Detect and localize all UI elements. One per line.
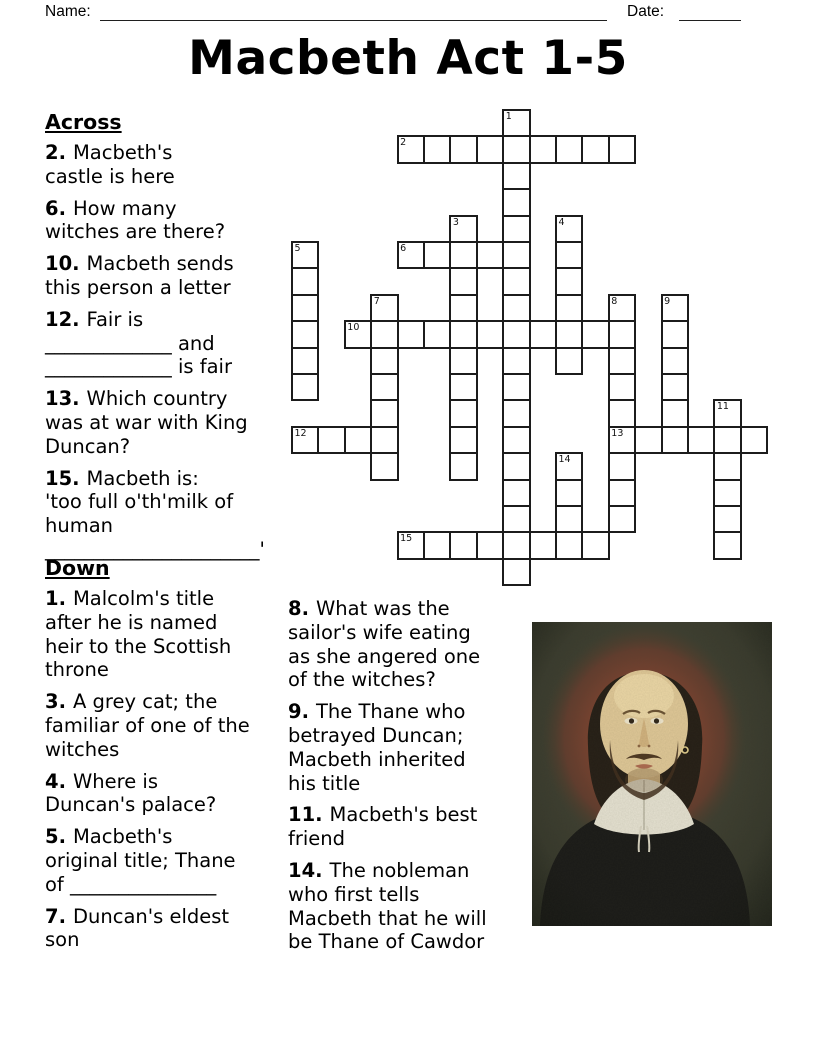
clue-down-5 xyxy=(45,825,295,896)
grid-cell[interactable] xyxy=(423,320,451,348)
cell-number: 3 xyxy=(452,216,459,228)
clue-line: 'too full o'th'milk of xyxy=(45,490,234,514)
clue-down-3 xyxy=(45,690,295,761)
grid-cell[interactable] xyxy=(502,479,530,507)
grid-cell[interactable] xyxy=(555,215,583,243)
grid-cell[interactable] xyxy=(608,399,636,427)
shakespeare-portrait-image xyxy=(532,622,772,926)
clue-line: who first tells xyxy=(288,882,420,906)
grid-cell[interactable] xyxy=(397,241,425,269)
grid-cell[interactable] xyxy=(608,135,636,163)
clue-across-10 xyxy=(45,252,291,300)
clue-down-14 xyxy=(288,859,532,954)
grid-cell[interactable] xyxy=(502,399,530,427)
grid-cell[interactable] xyxy=(529,135,557,163)
grid-cell[interactable] xyxy=(291,294,319,322)
grid-cell[interactable] xyxy=(713,452,741,480)
clue-line: 12. Fair is xyxy=(45,307,144,331)
clue-number: 10. xyxy=(45,252,80,276)
worksheet-title: Macbeth Act 1-5 xyxy=(188,31,628,86)
clue-line: as she angered one xyxy=(288,644,481,668)
grid-cell[interactable] xyxy=(449,426,477,454)
clue-number: 1. xyxy=(45,587,66,610)
cell-number: 11 xyxy=(716,401,729,413)
grid-cell[interactable] xyxy=(476,135,504,163)
grid-cell[interactable] xyxy=(687,426,715,454)
clue-number: 15. xyxy=(45,466,80,490)
clue-line: betrayed Duncan; xyxy=(288,723,464,747)
grid-cell[interactable] xyxy=(713,531,741,559)
canvas-texture xyxy=(532,622,772,926)
clue-number: 8. xyxy=(288,597,309,620)
clue-number: 3. xyxy=(45,690,66,714)
cell-number: 2 xyxy=(400,137,407,149)
grid-cell[interactable] xyxy=(449,347,477,375)
grid-cell[interactable] xyxy=(449,373,477,401)
clue-line: 3. A grey cat; the xyxy=(45,690,218,714)
grid-cell[interactable] xyxy=(661,373,689,401)
grid-cell[interactable] xyxy=(317,426,345,454)
grid-cell[interactable] xyxy=(370,294,398,322)
grid-cell[interactable] xyxy=(661,294,689,322)
clue-line: of _______________ xyxy=(45,872,217,896)
grid-cell[interactable] xyxy=(502,320,530,348)
grid-cell[interactable] xyxy=(502,109,530,137)
name-label: Name: xyxy=(45,3,91,20)
grid-cell[interactable] xyxy=(423,135,451,163)
grid-cell[interactable] xyxy=(581,531,609,559)
grid-cell[interactable] xyxy=(608,294,636,322)
clue-line: 15. Macbeth is: xyxy=(45,466,199,490)
grid-cell[interactable] xyxy=(502,135,530,163)
grid-cell[interactable] xyxy=(291,347,319,375)
grid-cell[interactable] xyxy=(476,320,504,348)
grid-cell[interactable] xyxy=(581,135,609,163)
clue-line: familiar of one of the xyxy=(45,713,250,737)
clue-line: _____________ and xyxy=(45,331,215,355)
grid-cell[interactable] xyxy=(555,347,583,375)
grid-cell[interactable] xyxy=(661,399,689,427)
across-heading: Across xyxy=(45,110,122,134)
clue-line: 4. Where is xyxy=(45,769,158,793)
cell-number: 1 xyxy=(505,111,512,122)
grid-cell[interactable] xyxy=(608,320,636,348)
grid-cell[interactable] xyxy=(423,241,451,269)
grid-cell[interactable] xyxy=(502,267,530,295)
grid-cell[interactable] xyxy=(581,320,609,348)
clue-across-6 xyxy=(45,197,291,245)
grid-cell[interactable] xyxy=(502,347,530,375)
grid-cell[interactable] xyxy=(502,241,530,269)
grid-cell[interactable] xyxy=(476,241,504,269)
clue-across-13 xyxy=(45,387,291,458)
clue-line: _____________ is fair xyxy=(45,355,232,379)
grid-cell[interactable] xyxy=(713,426,741,454)
clue-line: be Thane of Cawdor xyxy=(288,930,485,954)
down-clue-list-2 xyxy=(288,597,532,954)
grid-cell[interactable] xyxy=(397,135,425,163)
down-heading: Down xyxy=(45,556,110,580)
grid-cell[interactable] xyxy=(291,373,319,401)
clue-down-1 xyxy=(45,587,295,682)
crossword-grid xyxy=(292,110,770,588)
grid-cell[interactable] xyxy=(449,294,477,322)
clue-line: Macbeth that he will xyxy=(288,906,487,930)
grid-cell[interactable] xyxy=(740,426,768,454)
grid-cell[interactable] xyxy=(370,452,398,480)
clue-line: ______________________' xyxy=(45,537,265,561)
clue-number: 9. xyxy=(288,700,309,724)
grid-cell[interactable] xyxy=(502,426,530,454)
grid-cell[interactable] xyxy=(370,347,398,375)
grid-cell[interactable] xyxy=(502,531,530,559)
clue-line: was at war with King xyxy=(45,410,248,434)
cell-number: 6 xyxy=(400,243,407,254)
clue-down-8 xyxy=(288,597,532,692)
clue-line: 5. Macbeth's xyxy=(45,825,173,849)
grid-cell[interactable] xyxy=(555,241,583,269)
clue-line: friend xyxy=(288,827,346,851)
grid-cell[interactable] xyxy=(502,162,530,190)
clue-line: Duncan's palace? xyxy=(45,793,217,817)
grid-cell[interactable] xyxy=(449,135,477,163)
grid-cell[interactable] xyxy=(449,399,477,427)
grid-cell[interactable] xyxy=(423,531,451,559)
grid-cell[interactable] xyxy=(555,135,583,163)
grid-cell[interactable] xyxy=(634,426,662,454)
grid-cell[interactable] xyxy=(555,320,583,348)
grid-cell[interactable] xyxy=(608,347,636,375)
grid-cell[interactable] xyxy=(449,531,477,559)
clue-line: human xyxy=(45,514,114,538)
grid-cell[interactable] xyxy=(502,373,530,401)
down-section xyxy=(45,556,295,960)
grid-cell[interactable] xyxy=(502,558,530,586)
clue-line: sailor's wife eating xyxy=(288,620,471,644)
clue-across-2 xyxy=(45,141,291,189)
grid-cell[interactable] xyxy=(291,267,319,295)
clue-number: 14. xyxy=(288,858,323,882)
clue-line: 2. Macbeth's xyxy=(45,141,173,164)
grid-cell[interactable] xyxy=(502,188,530,216)
clue-number: 7. xyxy=(45,904,66,928)
grid-cell[interactable] xyxy=(291,320,319,348)
grid-cell[interactable] xyxy=(370,373,398,401)
date-blank-line[interactable] xyxy=(679,20,741,21)
across-clue-list xyxy=(45,141,291,562)
down-clue-list-1 xyxy=(45,587,295,952)
grid-cell[interactable] xyxy=(449,241,477,269)
grid-cell[interactable] xyxy=(291,426,319,454)
clue-line: heir to the Scottish xyxy=(45,634,232,658)
grid-cell[interactable] xyxy=(608,373,636,401)
grid-cell[interactable] xyxy=(449,452,477,480)
grid-cell[interactable] xyxy=(713,505,741,533)
clue-line: after he is named xyxy=(45,610,218,634)
clue-line: 1. Malcolm's title xyxy=(45,587,215,610)
grid-cell[interactable] xyxy=(661,347,689,375)
grid-cell[interactable] xyxy=(397,531,425,559)
grid-cell[interactable] xyxy=(661,320,689,348)
clue-down-11 xyxy=(288,803,532,851)
grid-cell[interactable] xyxy=(449,215,477,243)
grid-cell[interactable] xyxy=(555,479,583,507)
clue-across-12 xyxy=(45,308,291,379)
clue-number: 2. xyxy=(45,141,66,164)
clue-line: 14. The nobleman xyxy=(288,858,470,882)
grid-cell[interactable] xyxy=(370,426,398,454)
cell-number: 14 xyxy=(558,454,571,466)
grid-cell[interactable] xyxy=(661,426,689,454)
name-blank-line[interactable] xyxy=(100,20,607,21)
clue-line: 10. Macbeth sends xyxy=(45,252,234,276)
clue-line: 13. Which country xyxy=(45,387,228,411)
grid-cell[interactable] xyxy=(608,479,636,507)
grid-cell[interactable] xyxy=(502,452,530,480)
cell-number: 13 xyxy=(611,427,624,439)
grid-cell[interactable] xyxy=(344,426,372,454)
across-section xyxy=(45,110,291,570)
grid-cell[interactable] xyxy=(449,267,477,295)
grid-cell[interactable] xyxy=(555,505,583,533)
clue-line: son xyxy=(45,928,80,952)
clue-line: his title xyxy=(288,771,361,795)
clue-line: throne xyxy=(45,658,109,682)
grid-cell[interactable] xyxy=(713,479,741,507)
grid-cell[interactable] xyxy=(608,452,636,480)
cell-number: 7 xyxy=(373,295,380,307)
clue-number: 4. xyxy=(45,769,66,793)
clue-line: witches xyxy=(45,737,120,761)
grid-cell[interactable] xyxy=(555,267,583,295)
clue-line: 11. Macbeth's best xyxy=(288,803,478,827)
grid-cell[interactable] xyxy=(502,294,530,322)
clue-line: witches are there? xyxy=(45,220,226,244)
clue-number: 5. xyxy=(45,825,66,849)
clue-down-9 xyxy=(288,700,532,795)
clue-down-4 xyxy=(45,770,295,818)
clue-number: 13. xyxy=(45,387,80,411)
clue-line: 8. What was the xyxy=(288,597,450,620)
clue-line: this person a letter xyxy=(45,275,231,299)
grid-cell[interactable] xyxy=(344,320,372,348)
grid-cell[interactable] xyxy=(555,452,583,480)
grid-cell[interactable] xyxy=(502,505,530,533)
grid-cell[interactable] xyxy=(529,320,557,348)
clue-line: Macbeth inherited xyxy=(288,747,466,771)
cell-number: 10 xyxy=(347,322,360,334)
clue-number: 12. xyxy=(45,307,80,331)
grid-cell[interactable] xyxy=(449,320,477,348)
clue-line: of the witches? xyxy=(288,668,436,692)
grid-cell[interactable] xyxy=(502,215,530,243)
grid-cell[interactable] xyxy=(370,399,398,427)
grid-cell[interactable] xyxy=(555,531,583,559)
grid-cell[interactable] xyxy=(291,241,319,269)
grid-cell[interactable] xyxy=(529,531,557,559)
grid-cell[interactable] xyxy=(397,320,425,348)
clue-line: 6. How many xyxy=(45,196,177,220)
clue-line: Duncan? xyxy=(45,434,131,458)
grid-cell[interactable] xyxy=(713,399,741,427)
cell-number: 15 xyxy=(400,533,413,545)
clue-line: original title; Thane xyxy=(45,848,236,872)
grid-cell[interactable] xyxy=(608,505,636,533)
cell-number: 4 xyxy=(558,216,565,228)
cell-number: 9 xyxy=(664,295,671,307)
clue-line: 7. Duncan's eldest xyxy=(45,904,230,928)
clue-line: castle is here xyxy=(45,164,175,188)
grid-cell[interactable] xyxy=(608,426,636,454)
clue-across-15 xyxy=(45,467,291,562)
cell-number: 8 xyxy=(611,295,618,307)
clue-line: 9. The Thane who xyxy=(288,700,466,724)
date-label: Date: xyxy=(627,3,665,20)
grid-cell[interactable] xyxy=(370,320,398,348)
cell-number: 12 xyxy=(294,427,307,439)
cell-number: 5 xyxy=(294,243,301,254)
shakespeare-portrait xyxy=(532,622,772,926)
down-section-col2 xyxy=(288,597,532,962)
clue-number: 6. xyxy=(45,196,66,220)
grid-cell[interactable] xyxy=(476,531,504,559)
clue-down-7 xyxy=(45,905,295,953)
grid-cell[interactable] xyxy=(555,294,583,322)
clue-number: 11. xyxy=(288,803,323,827)
